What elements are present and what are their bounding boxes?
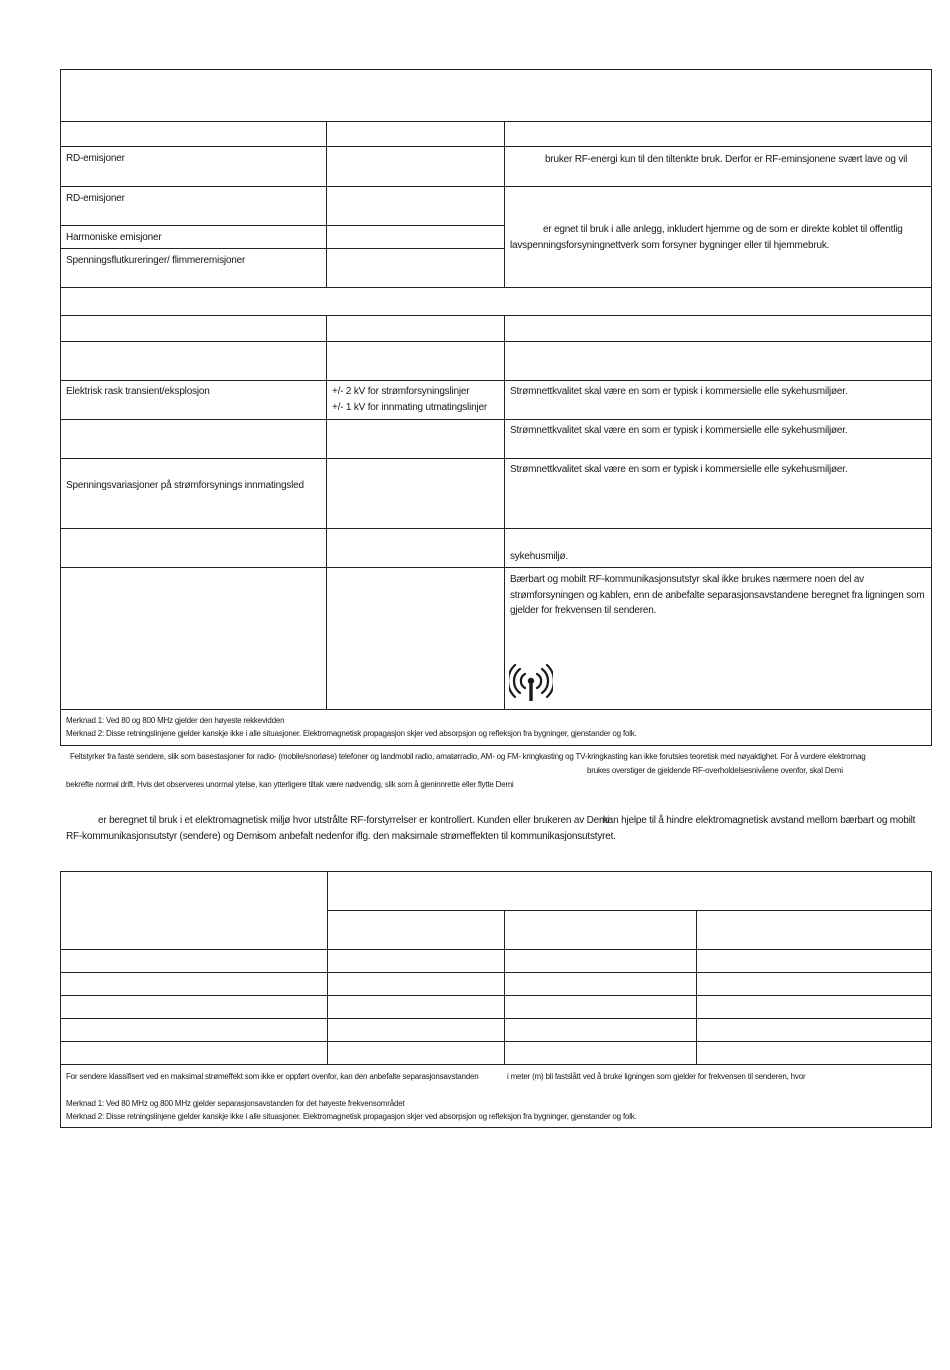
row-divider [60,146,932,147]
separation-footer: For sendere klassifisert ved en maksimal strømeffekt som ikke er oppført ovenfor, kan den anbefalte separasjonsavstanden [66,1072,479,1081]
emission-test-name: Harmoniske emisjoner [66,232,162,243]
row-divider [60,995,932,996]
row-divider [60,1018,932,1019]
field-strength-note: bekrefte normal drift. Hvis det observeres unormal ytelse, kan ytterligere tiltak være nødvendig, slik som å gjeninnrette eller flytte Demi [66,780,514,789]
immunity-note: Merknad 1: Ved 80 og 800 MHz gjelder den høyeste rekkevidden [66,716,285,725]
immunity-test-name: Elektrisk rask transient/eksplosjon [66,386,210,397]
separation-intro: kan hjelpe til å hindre elektromagnetisk avstand mellom bærbart og mobilt [603,815,916,826]
row-divider [60,315,932,316]
table-border-right [931,69,932,745]
separation-intro: RF-kommunikasjonsutstyr (sendere) og Demi [66,831,259,842]
immunity-guidance: Strømnettkvalitet skal være en som er typisk i kommersielle elle sykehusmiljøer. [510,464,848,475]
immunity-test-level: +/- 1 kV for innmating utmatingslinjer [332,402,487,413]
row-divider [60,1041,932,1042]
row-divider [60,287,932,288]
table-border-bottom [60,1127,932,1128]
row-divider [60,745,932,746]
row-divider [60,419,932,420]
row-divider [60,186,932,187]
rf-guidance-line: Bærbart og mobilt RF-kommunikasjonsutstyr skal ikke brukes nærmere noen del av [510,574,864,585]
row-divider [60,380,932,381]
rf-guidance-line: gjelder for frekvensen til senderen. [510,605,657,616]
table-border-top [60,871,932,872]
separation-intro: som anbefalt nedenfor iflg. den maksimale strømeffekten til kommunikasjonsutstyret. [258,831,616,842]
emission-guidance: bruker RF-energi kun til den tiltenkte bruk. Derfor er RF-eminsjonene svært lave og vil [545,154,908,165]
table-border-left [60,871,61,1127]
emission-merged-guidance: er egnet til bruk i alle anlegg, inkludert hjemme og de som er direkte koblet til offentlig [543,224,903,235]
emission-test-name: RD-emisjoner [66,193,125,204]
immunity-guidance: Strømnettkvalitet skal være en som er typisk i kommersielle elle sykehusmiljøer. [510,386,848,397]
row-divider [60,341,932,342]
separation-note: Merknad 1: Ved 80 MHz og 800 MHz gjelder separasjonsavstanden for det høyeste frekvensområdet [66,1099,405,1108]
emission-test-name: Spenningsflutkureringer/ flimmeremisjoner [66,255,246,266]
row-divider [60,972,932,973]
row-divider [60,567,932,568]
table-border-top [60,69,932,70]
immunity-guidance: Strømnettkvalitet skal være en som er typisk i kommersielle elle sykehusmiljøer. [510,425,848,436]
immunity-guidance: sykehusmiljø. [510,551,568,562]
column-divider [326,315,327,709]
separation-note: Merknad 2: Disse retningslinjene gjelder kanskje ikke i alle situasjoner. Elektromagnetisk propagasjon skjer ved absorpsjon og refleksjon fra bygninger, gjenstander og folk. [66,1112,637,1121]
row-divider [60,458,932,459]
field-strength-note: brukes overstiger de gjeldende RF-overholdelsesnivåene ovenfor, skal Demi [587,766,843,775]
row-divider [60,248,505,249]
immunity-test-name: Spenningsvariasjoner på strømforsynings innmatingsled [66,480,304,491]
row-divider [60,709,932,710]
separation-footer: i meter (m) bli fastslått ved å bruke ligningen som gjelder for frekvensen til senderen, hvor [507,1072,806,1081]
emission-test-name: RD-emisjoner [66,153,125,164]
row-divider [60,949,932,950]
row-divider [60,1064,932,1065]
column-divider [504,315,505,709]
non-ionizing-radiation-icon [509,663,553,703]
table-border-left [60,69,61,745]
row-divider [60,121,932,122]
immunity-note: Merknad 2: Disse retningslinjene gjelder kanskje ikke i alle situasjoner. Elektromagnetisk propagasjon skjer ved absorpsjon og refleksjon fra bygninger, gjenstander og folk. [66,729,637,738]
column-divider [327,871,328,1064]
row-divider [327,910,932,911]
rf-guidance-line: strømforsyningen og kablen, enn de anbefalte separasjonsavstandene beregnet fra ligningen som [510,590,925,601]
row-divider [60,225,505,226]
row-divider [60,528,932,529]
immunity-test-level: +/- 2 kV for strømforsyningslinjer [332,386,470,397]
emission-merged-guidance: lavspenningsforsyningnettverk som forsyner bygninger eller til hjemmebruk. [510,240,830,251]
field-strength-note: Feltstyrker fra faste sendere, slik som basestasjoner for radio- (mobile/snorløse) telefoner og landmobil radio, amatørradio, AM- og FM- kringkasting og TV-kringkasting kan ikke forutsies teoretisk med nøyaktighet. For å vurdere elektromag [70,752,866,761]
separation-intro: er beregnet til bruk i et elektromagnetisk miljø hvor utstrålte RF-forstyrrelser er kontrollert. Kunden eller brukeren av Demi [98,815,610,826]
